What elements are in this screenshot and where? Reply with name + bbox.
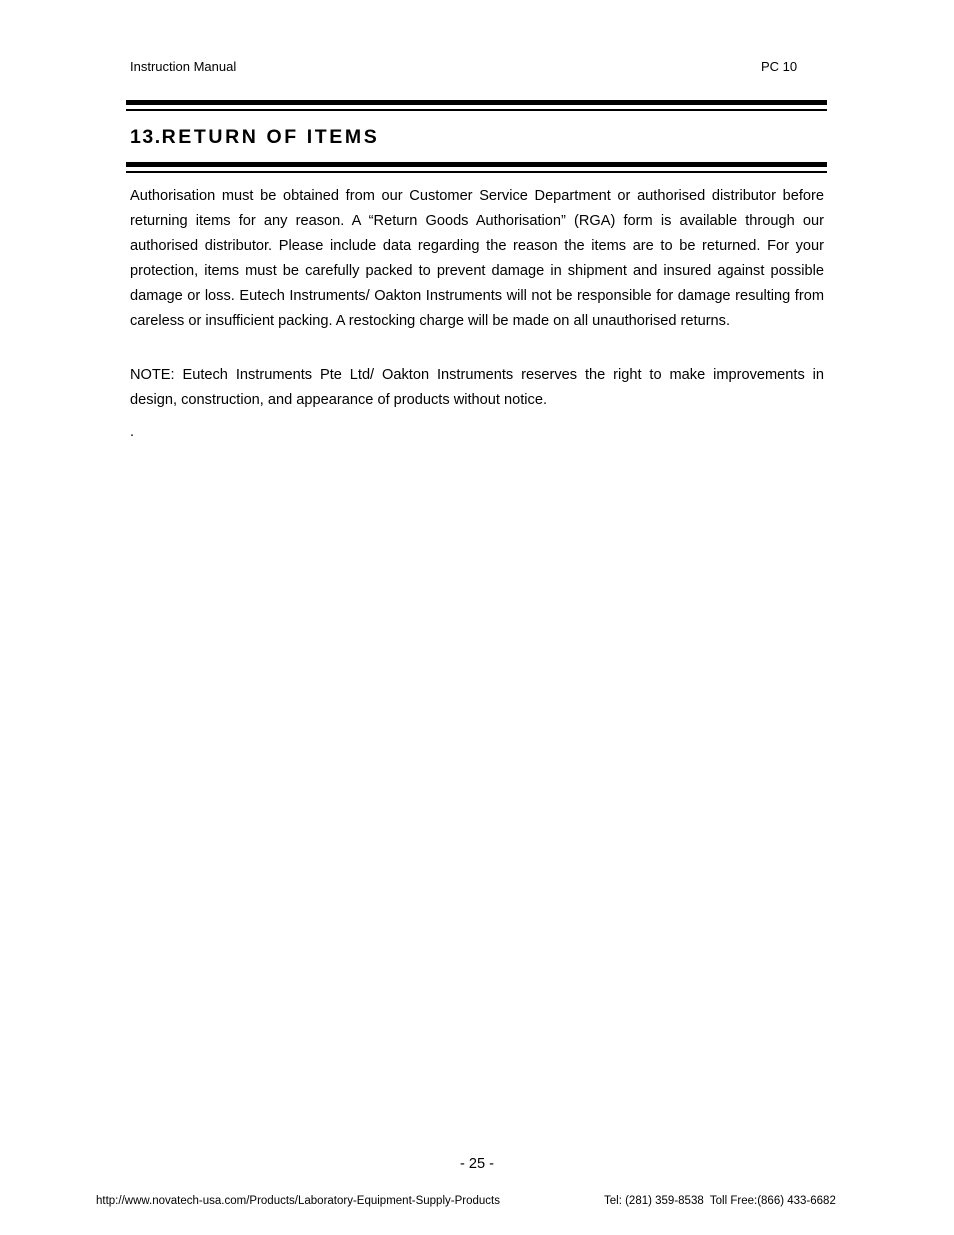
section-rule-thin — [126, 171, 827, 173]
header-rule-thin — [126, 109, 827, 111]
section-number: 13. — [130, 126, 162, 148]
page-number: - 25 - — [459, 1156, 495, 1172]
footer-url: http://www.novatech-usa.com/Products/Laboratory-Equipment-Supply-Products — [96, 1195, 500, 1207]
note-paragraph: NOTE: Eutech Instruments Pte Ltd/ Oakton Instruments reserves the right to make improvements in design, construction, and appearance of products without notice. — [130, 367, 824, 408]
header-rule-thick — [126, 100, 827, 105]
header-manual-title: Instruction Manual — [130, 59, 237, 74]
trailing-mark: . — [130, 424, 135, 440]
footer-contact: Tel: (281) 359-8538 Toll Free:(866) 433-6682 — [604, 1195, 836, 1207]
section-title: RETURN OF ITEMS — [161, 126, 380, 148]
section-heading — [130, 126, 379, 149]
header-model: PC 10 — [761, 59, 798, 74]
return-policy-paragraph: Authorisation must be obtained from our Customer Service Department or authorised distributor before returning items for any reason. A “Return Goods Authorisation” (RGA) form is available through our authorised distributor. Please include data regarding the reason the items are to be returned. For your protection, items must be carefully packed to prevent damage in shipment and insured against possible damage or loss. Eutech Instruments/ Oakton Instruments will not be responsible for damage resulting from careless or insufficient packing. A restocking charge will be made on all unauthorised returns. — [130, 188, 824, 329]
section-rule-thick — [126, 162, 827, 167]
